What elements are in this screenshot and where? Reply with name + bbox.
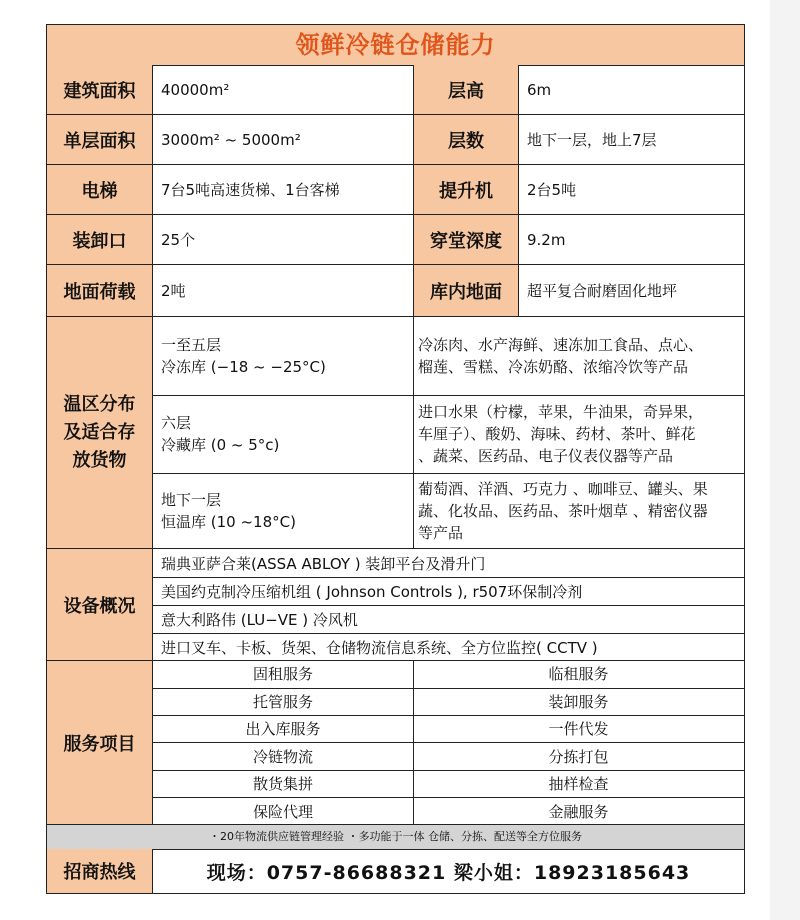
zone-goods-cell (413, 395, 744, 473)
service-item: 分拣打包 (548, 748, 609, 766)
service-item: 固租服务 (252, 665, 313, 683)
zones-label-line: 放货物 (72, 449, 127, 471)
spec-value: 25个 (161, 231, 196, 249)
zones-label-line: 及适合存 (63, 421, 136, 443)
zone-goods-line: 蔬、化妆品、医药品、茶叶烟草 、精密仪器 (418, 502, 708, 520)
services-section (47, 661, 744, 825)
equipment-item: 瑞典亚萨合莱(ASSA ABLOY ) 装卸平台及滑升门 (161, 554, 486, 573)
service-item: 一件代发 (548, 720, 609, 738)
slogan-bar: ・20年物流供应链管理经验 ・多功能于一体 仓储、分拣、配送等全方位服务 (47, 825, 744, 850)
spec-row (47, 265, 744, 317)
service-item: 抽样检查 (548, 775, 609, 793)
spec-value: 2吨 (161, 282, 186, 300)
capability-table (46, 24, 745, 894)
zone-floor: 六层 (161, 414, 192, 432)
spec-value: 地下一层，地上7层 (527, 131, 657, 149)
service-item: 冷链物流 (252, 748, 313, 766)
spec-row (47, 115, 744, 165)
service-item: 散货集拼 (252, 775, 313, 793)
equipment-item: 美国约克制冷压缩机组 ( Johnson Controls ), r507环保制冷剂 (153, 577, 744, 605)
page-title: 领鲜冷链仓储能力 (47, 25, 744, 66)
equipment-item: 进口叉车、卡板、货架、仓储物流信息系统、全方位监控( CCTV ) (153, 633, 744, 661)
page-edge (770, 0, 800, 920)
hotline-row (47, 849, 744, 893)
spec-label: 提升机 (413, 165, 519, 214)
zone-floor: 地下一层 (161, 491, 222, 509)
spec-value: 40000m² (161, 80, 230, 99)
spec-label: 单层面积 (47, 115, 153, 164)
zone-goods-line: 葡萄酒、洋酒、巧克力 、咖啡豆、罐头、果 (418, 480, 708, 498)
spec-label: 装卸口 (47, 215, 153, 264)
spec-label: 穿堂深度 (413, 215, 519, 264)
service-item: 出入库服务 (245, 720, 321, 738)
divider (153, 770, 744, 771)
spec-label: 地面荷载 (47, 265, 153, 316)
zone-goods-line: 冷冻肉、水产海鲜、速冻加工食品、点心、 (418, 336, 704, 354)
spec-row (47, 215, 744, 265)
service-item: 临租服务 (548, 665, 609, 683)
zone-floor: 一至五层 (161, 336, 222, 354)
spec-value: 超平复合耐磨固化地坪 (527, 282, 678, 300)
service-item: 保险代理 (252, 803, 313, 821)
zone-type: 冷冻库 (−18 ~ −25°C) (161, 358, 326, 376)
zone-goods-cell (413, 317, 744, 395)
zones-label-line: 温区分布 (63, 393, 136, 415)
divider (153, 688, 744, 689)
divider (153, 797, 744, 798)
zone-floor-cell (153, 317, 413, 395)
equipment-item: 意大利路伟 (LU−VE ) 冷风机 (153, 605, 744, 633)
service-item: 装卸服务 (548, 693, 609, 711)
divider (153, 742, 744, 743)
zone-type: 冷藏库 (0 ~ 5°c) (161, 436, 280, 454)
hotline-numbers: 现场：0757-86688321 梁小姐：18923185643 (206, 861, 691, 884)
spec-label: 建筑面积 (47, 65, 153, 114)
spec-label: 库内地面 (413, 265, 519, 316)
spec-label: 层数 (413, 115, 519, 164)
spec-value: 9.2m (527, 230, 566, 249)
spec-value: 7台5吨高速货梯、1台客梯 (161, 181, 340, 199)
zone-goods-cell (413, 473, 744, 549)
services-label: 服务项目 (47, 661, 153, 824)
spec-value: 6m (527, 80, 552, 99)
equipment-section (47, 549, 744, 661)
equipment-label: 设备概况 (47, 549, 153, 660)
spec-label: 电梯 (47, 165, 153, 214)
zone-goods-line: 车厘子）、酸奶、海味、药材、茶叶、鲜花 (418, 425, 696, 443)
zones-section (47, 317, 744, 549)
zone-goods-line: 等产品 (418, 524, 464, 542)
divider (153, 715, 744, 716)
zone-goods-line: 进口水果（柠檬，苹果，牛油果，奇异果， (418, 403, 704, 421)
hotline-label: 招商热线 (47, 849, 153, 893)
zone-goods-line: 榴莲、雪糕、冷冻奶酪、浓缩冷饮等产品 (418, 358, 689, 376)
spec-value: 2台5吨 (527, 181, 577, 199)
spec-row (47, 65, 744, 115)
spec-value: 3000m² ~ 5000m² (161, 130, 301, 149)
zone-type: 恒温库 (10 ~18°C) (161, 513, 296, 531)
zone-floor-cell (153, 395, 413, 473)
spec-label: 层高 (413, 65, 519, 114)
service-item: 金融服务 (548, 803, 609, 821)
zone-goods-line: 、蔬菜、医药品、电子仪表仪器等产品 (418, 447, 674, 465)
zone-floor-cell (153, 473, 413, 549)
zones-label (47, 317, 153, 548)
spec-row (47, 165, 744, 215)
service-item: 托管服务 (252, 693, 313, 711)
